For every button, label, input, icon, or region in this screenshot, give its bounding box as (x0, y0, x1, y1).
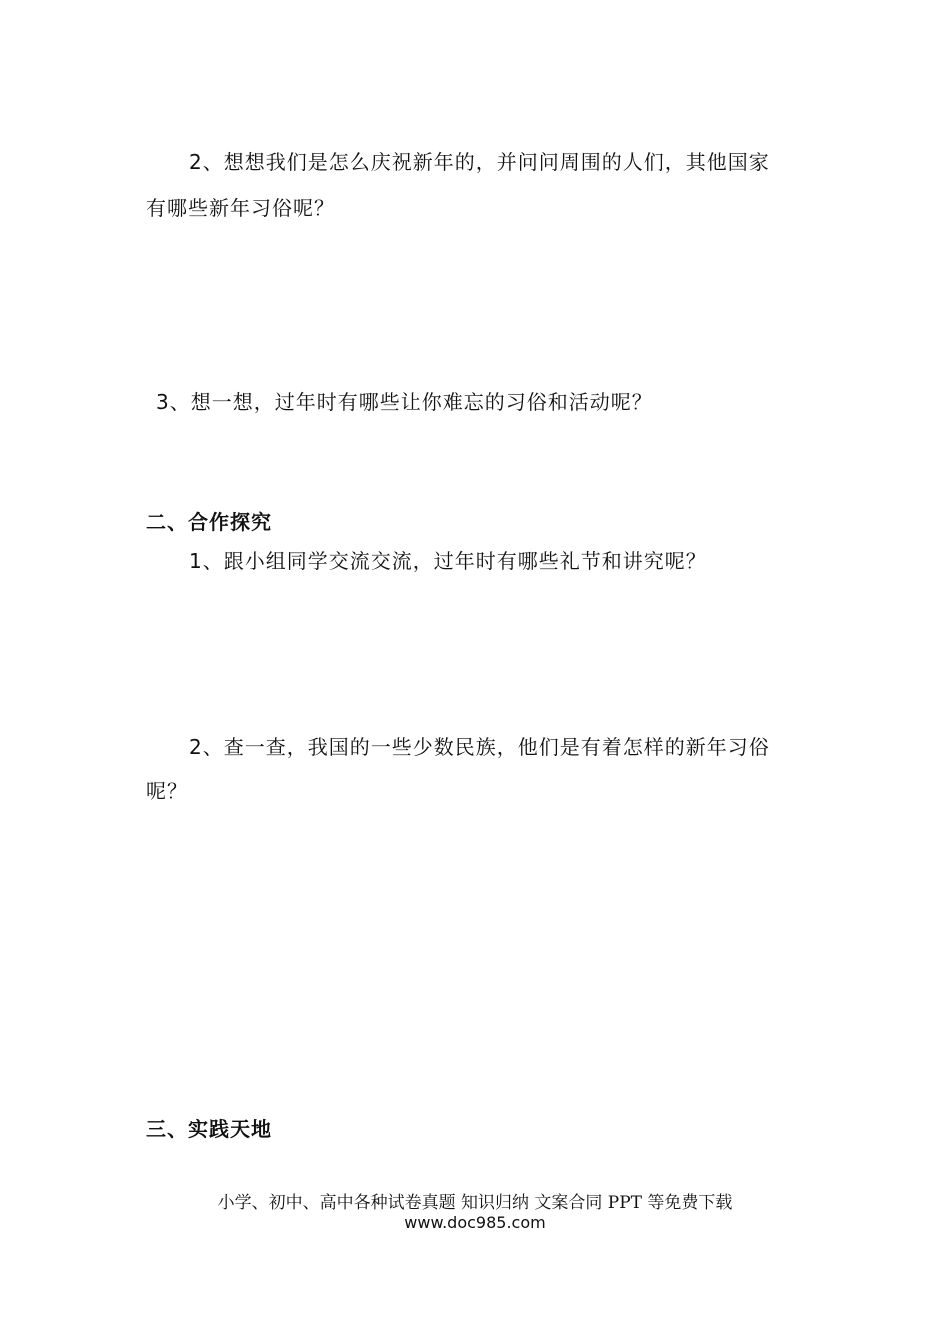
question-2-line-1: 2、想想我们是怎么庆祝新年的，并问问周围的人们，其他国家 (189, 150, 770, 174)
cooperation-question-2-line-2: 呢？ (146, 779, 188, 803)
section-heading-cooperation: 二、合作探究 (146, 510, 272, 534)
cooperation-question-2-line-1: 2、查一查，我国的一些少数民族，他们是有着怎样的新年习俗 (189, 735, 770, 759)
section-heading-practice: 三、实践天地 (146, 1117, 272, 1141)
footer-url: www.doc985.com (404, 1213, 546, 1232)
question-2-line-2: 有哪些新年习俗呢？ (146, 196, 335, 220)
question-3: 3、想一想，过年时有哪些让你难忘的习俗和活动呢？ (156, 390, 653, 414)
cooperation-question-1: 1、跟小组同学交流交流，过年时有哪些礼节和讲究呢？ (189, 549, 707, 573)
footer-text: 小学、初中、高中各种试卷真题 知识归纳 文案合同 PPT 等免费下载 (217, 1193, 733, 1213)
